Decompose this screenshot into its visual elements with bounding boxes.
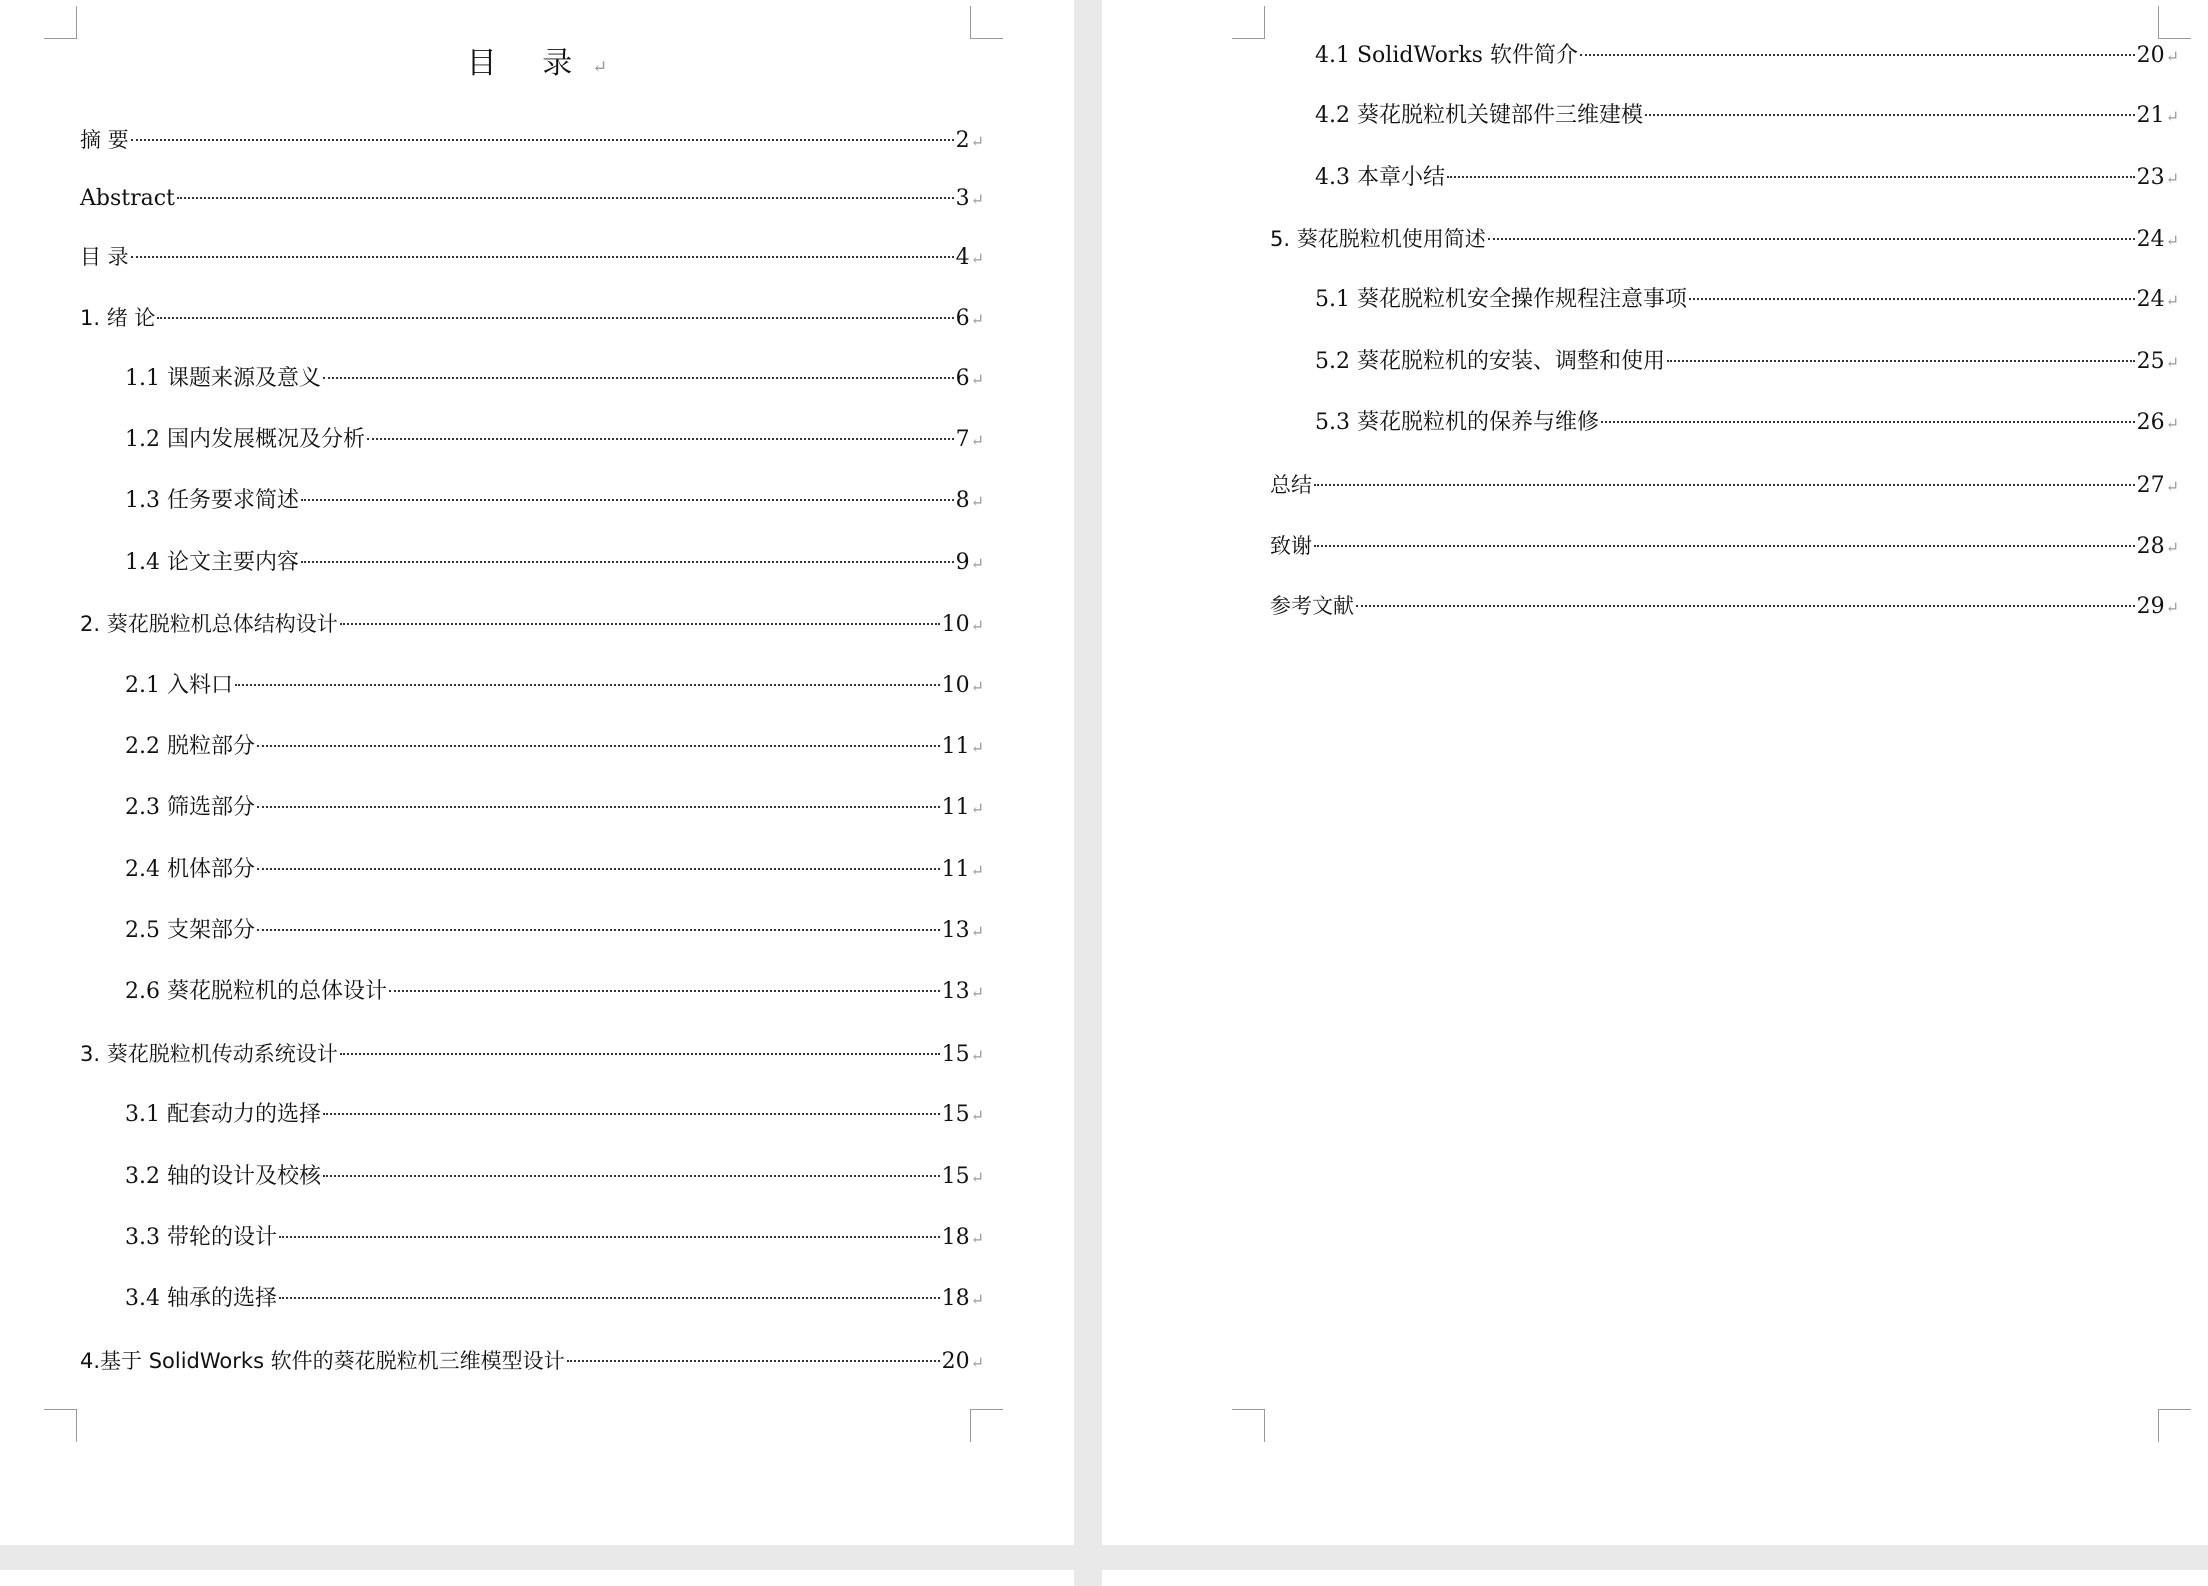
paragraph-mark: ↵ xyxy=(970,1046,984,1065)
toc-entry[interactable] xyxy=(1315,162,2179,194)
toc-entry-label: 5.1 葵花脱粒机安全操作规程注意事项 xyxy=(1315,287,1687,312)
toc-entry-label: 2.2 脱粒部分 xyxy=(125,734,255,759)
toc-entry-page: 20 xyxy=(2136,43,2165,68)
toc-entry-label: 5.3 葵花脱粒机的保养与维修 xyxy=(1315,410,1599,435)
toc-entry-page: 3 xyxy=(955,186,970,211)
toc-entry[interactable] xyxy=(125,854,984,886)
toc-entry[interactable] xyxy=(125,915,984,947)
paragraph-mark: ↵ xyxy=(970,861,984,880)
toc-entry[interactable] xyxy=(1315,407,2179,439)
toc-entry-label: 目 录 xyxy=(80,245,129,269)
paragraph-mark: ↵ xyxy=(2165,169,2179,188)
toc-leader-dots xyxy=(340,1053,940,1055)
document-page-left[interactable] xyxy=(0,0,1074,1545)
toc-entry[interactable] xyxy=(1270,469,2179,501)
paragraph-mark: ↵ xyxy=(2165,47,2179,66)
toc-entry-label: 3.4 轴承的选择 xyxy=(125,1286,277,1311)
toc-entry-label: 4.基于 SolidWorks 软件的葵花脱粒机三维模型设计 xyxy=(80,1349,565,1373)
toc-entry-page: 15 xyxy=(941,1164,970,1189)
toc-entry-page: 13 xyxy=(941,979,970,1004)
paragraph-mark: ↵ xyxy=(970,1168,984,1187)
toc-entry-page: 26 xyxy=(2136,410,2165,435)
toc-entry-page: 18 xyxy=(941,1286,970,1311)
toc-entry[interactable] xyxy=(125,1099,984,1131)
toc-entry[interactable] xyxy=(125,792,984,824)
toc-entry[interactable] xyxy=(80,1345,984,1377)
crop-mark-bottom-right xyxy=(2158,1409,2191,1442)
toc-entry-label: 参考文献 xyxy=(1270,594,1354,618)
toc-entry-label: 3.3 带轮的设计 xyxy=(125,1225,277,1250)
toc-entry[interactable] xyxy=(125,1283,984,1315)
toc-entry-label: Abstract xyxy=(80,186,175,211)
toc-entry-page: 24 xyxy=(2136,287,2165,312)
toc-leader-dots xyxy=(257,806,940,808)
toc-leader-dots xyxy=(177,197,954,199)
toc-leader-dots xyxy=(323,1175,940,1177)
toc-entry[interactable] xyxy=(1270,530,2179,562)
toc-leader-dots xyxy=(323,377,954,379)
toc-entry-page: 20 xyxy=(941,1349,970,1374)
toc-entry[interactable] xyxy=(125,670,984,702)
toc-entry[interactable] xyxy=(1270,590,2179,622)
toc-entry-page: 13 xyxy=(941,918,970,943)
toc-leader-dots xyxy=(279,1236,940,1238)
toc-entry-page: 28 xyxy=(2136,534,2165,559)
paragraph-mark: ↵ xyxy=(970,616,984,635)
paragraph-mark: ↵ xyxy=(2165,414,2179,433)
document-page-next-right[interactable] xyxy=(1102,1570,2208,1586)
toc-entry-label: 2.4 机体部分 xyxy=(125,857,255,882)
toc-leader-dots xyxy=(340,623,940,625)
toc-entry[interactable] xyxy=(125,363,984,395)
toc-entry-page: 27 xyxy=(2136,473,2165,498)
toc-entry-label: 2.3 筛选部分 xyxy=(125,795,255,820)
toc-leader-dots xyxy=(131,256,954,258)
paragraph-mark: ↵ xyxy=(970,310,984,329)
toc-entry[interactable] xyxy=(1315,100,2179,132)
paragraph-mark: ↵ xyxy=(970,922,984,941)
paragraph-mark: ↵ xyxy=(970,1106,984,1125)
toc-entry[interactable] xyxy=(1315,346,2179,378)
crop-mark-bottom-left xyxy=(44,1409,77,1442)
paragraph-mark: ↵ xyxy=(970,431,984,450)
paragraph-mark: ↵ xyxy=(970,249,984,268)
paragraph-mark: ↵ xyxy=(2165,291,2179,310)
toc-leader-dots xyxy=(257,868,940,870)
toc-entry-label: 摘 要 xyxy=(80,128,129,152)
toc-entry[interactable] xyxy=(125,485,984,517)
toc-entry-page: 15 xyxy=(941,1102,970,1127)
toc-entry[interactable] xyxy=(80,608,984,640)
toc-entry-label: 2. 葵花脱粒机总体结构设计 xyxy=(80,612,338,636)
paragraph-mark: ↵ xyxy=(2165,231,2179,250)
toc-entry[interactable] xyxy=(1315,284,2179,316)
toc-entry[interactable] xyxy=(80,183,984,215)
toc-entry-page: 10 xyxy=(941,673,970,698)
toc-entry-page: 8 xyxy=(955,488,970,513)
toc-leader-dots xyxy=(367,438,954,440)
toc-leader-dots xyxy=(257,745,940,747)
toc-entry-page: 11 xyxy=(941,857,970,882)
toc-entry[interactable] xyxy=(1315,40,2179,72)
toc-leader-dots xyxy=(1356,605,2135,607)
toc-leader-dots xyxy=(131,139,954,141)
paragraph-mark: ↵ xyxy=(2165,598,2179,617)
toc-leader-dots xyxy=(1667,360,2135,362)
toc-leader-dots xyxy=(1314,484,2135,486)
paragraph-mark: ↵ xyxy=(2165,107,2179,126)
toc-entry[interactable] xyxy=(80,1038,984,1070)
toc-entry[interactable] xyxy=(80,302,984,334)
toc-entry-label: 3.2 轴的设计及校核 xyxy=(125,1164,321,1189)
toc-leader-dots xyxy=(1447,176,2135,178)
toc-leader-dots xyxy=(157,317,953,319)
toc-entry-page: 9 xyxy=(955,550,970,575)
toc-leader-dots xyxy=(323,1113,940,1115)
toc-entry-page: 11 xyxy=(941,734,970,759)
crop-mark-top-right xyxy=(2158,6,2191,39)
toc-entry-label: 1.4 论文主要内容 xyxy=(125,550,299,575)
paragraph-mark: ↵ xyxy=(970,983,984,1002)
toc-leader-dots xyxy=(1314,545,2135,547)
toc-entry-label: 1.2 国内发展概况及分析 xyxy=(125,427,365,452)
toc-entry-label: 5.2 葵花脱粒机的安装、调整和使用 xyxy=(1315,349,1665,374)
paragraph-mark: ↵ xyxy=(970,1290,984,1309)
paragraph-mark: ↵ xyxy=(970,1353,984,1372)
toc-entry-label: 1.1 课题来源及意义 xyxy=(125,366,321,391)
toc-leader-dots xyxy=(301,499,954,501)
toc-entry[interactable] xyxy=(125,731,984,763)
toc-entry-label: 2.1 入料口 xyxy=(125,673,233,698)
toc-entry-page: 29 xyxy=(2136,594,2165,619)
paragraph-mark: ↵ xyxy=(2165,477,2179,496)
toc-leader-dots xyxy=(567,1360,940,1362)
paragraph-mark: ↵ xyxy=(970,132,984,151)
toc-leader-dots xyxy=(235,684,940,686)
document-page-next-left[interactable] xyxy=(0,1570,1074,1586)
toc-entry-page: 2 xyxy=(955,128,970,153)
toc-entry-label: 总结 xyxy=(1270,473,1312,497)
toc-entry-label: 5. 葵花脱粒机使用简述 xyxy=(1270,227,1486,251)
paragraph-mark: ↵ xyxy=(970,492,984,511)
toc-entry-label: 4.2 葵花脱粒机关键部件三维建模 xyxy=(1315,103,1643,128)
toc-entry-page: 25 xyxy=(2136,349,2165,374)
toc-entry-label: 3.1 配套动力的选择 xyxy=(125,1102,321,1127)
toc-entry-label: 2.6 葵花脱粒机的总体设计 xyxy=(125,979,387,1004)
paragraph-mark: ↵ xyxy=(970,1229,984,1248)
crop-mark-top-left xyxy=(1232,6,1265,39)
toc-entry-page: 4 xyxy=(955,245,970,270)
paragraph-mark: ↵ xyxy=(970,190,984,209)
toc-leader-dots xyxy=(1645,114,2135,116)
toc-title: 目 录 ↵ xyxy=(466,46,608,81)
toc-entry[interactable] xyxy=(80,124,984,156)
toc-entry-page: 7 xyxy=(955,427,970,452)
toc-entry[interactable] xyxy=(125,976,984,1008)
toc-entry[interactable] xyxy=(1270,223,2179,255)
toc-entry-page: 10 xyxy=(941,612,970,637)
crop-mark-top-right xyxy=(970,6,1003,39)
toc-entry-label: 4.1 SolidWorks 软件简介 xyxy=(1315,43,1578,68)
paragraph-mark: ↵ xyxy=(2165,538,2179,557)
toc-entry[interactable] xyxy=(125,1222,984,1254)
toc-entry-page: 18 xyxy=(941,1225,970,1250)
crop-mark-bottom-left xyxy=(1232,1409,1265,1442)
crop-mark-bottom-right xyxy=(970,1409,1003,1442)
paragraph-mark: ↵ xyxy=(970,677,984,696)
toc-entry-label: 2.5 支架部分 xyxy=(125,918,255,943)
document-page-right[interactable] xyxy=(1102,0,2208,1545)
toc-entry-label: 1. 绪 论 xyxy=(80,306,156,330)
toc-leader-dots xyxy=(1488,238,2135,240)
toc-entry[interactable] xyxy=(125,424,984,456)
toc-leader-dots xyxy=(301,561,954,563)
toc-entry-label: 3. 葵花脱粒机传动系统设计 xyxy=(80,1042,338,1066)
paragraph-mark: ↵ xyxy=(970,554,984,573)
toc-leader-dots xyxy=(1601,421,2135,423)
toc-leader-dots xyxy=(257,929,940,931)
toc-leader-dots xyxy=(1689,298,2135,300)
toc-entry-page: 11 xyxy=(941,795,970,820)
paragraph-mark: ↵ xyxy=(970,738,984,757)
toc-entry[interactable] xyxy=(125,547,984,579)
toc-leader-dots xyxy=(1580,54,2135,56)
paragraph-mark: ↵ xyxy=(970,799,984,818)
toc-entry-label: 4.3 本章小结 xyxy=(1315,165,1445,190)
toc-entry-page: 15 xyxy=(941,1042,970,1067)
toc-leader-dots xyxy=(279,1297,940,1299)
toc-entry-page: 21 xyxy=(2136,103,2165,128)
paragraph-mark: ↵ xyxy=(2165,353,2179,372)
toc-entry-page: 24 xyxy=(2136,227,2165,252)
toc-entry-page: 6 xyxy=(955,306,970,331)
toc-entry-page: 6 xyxy=(955,366,970,391)
toc-entry-label: 致谢 xyxy=(1270,534,1312,558)
paragraph-mark: ↵ xyxy=(970,370,984,389)
toc-leader-dots xyxy=(389,990,940,992)
toc-entry-page: 23 xyxy=(2136,165,2165,190)
toc-entry[interactable] xyxy=(80,241,984,273)
crop-mark-top-left xyxy=(44,6,77,39)
toc-entry[interactable] xyxy=(125,1161,984,1193)
toc-entry-label: 1.3 任务要求简述 xyxy=(125,488,299,513)
